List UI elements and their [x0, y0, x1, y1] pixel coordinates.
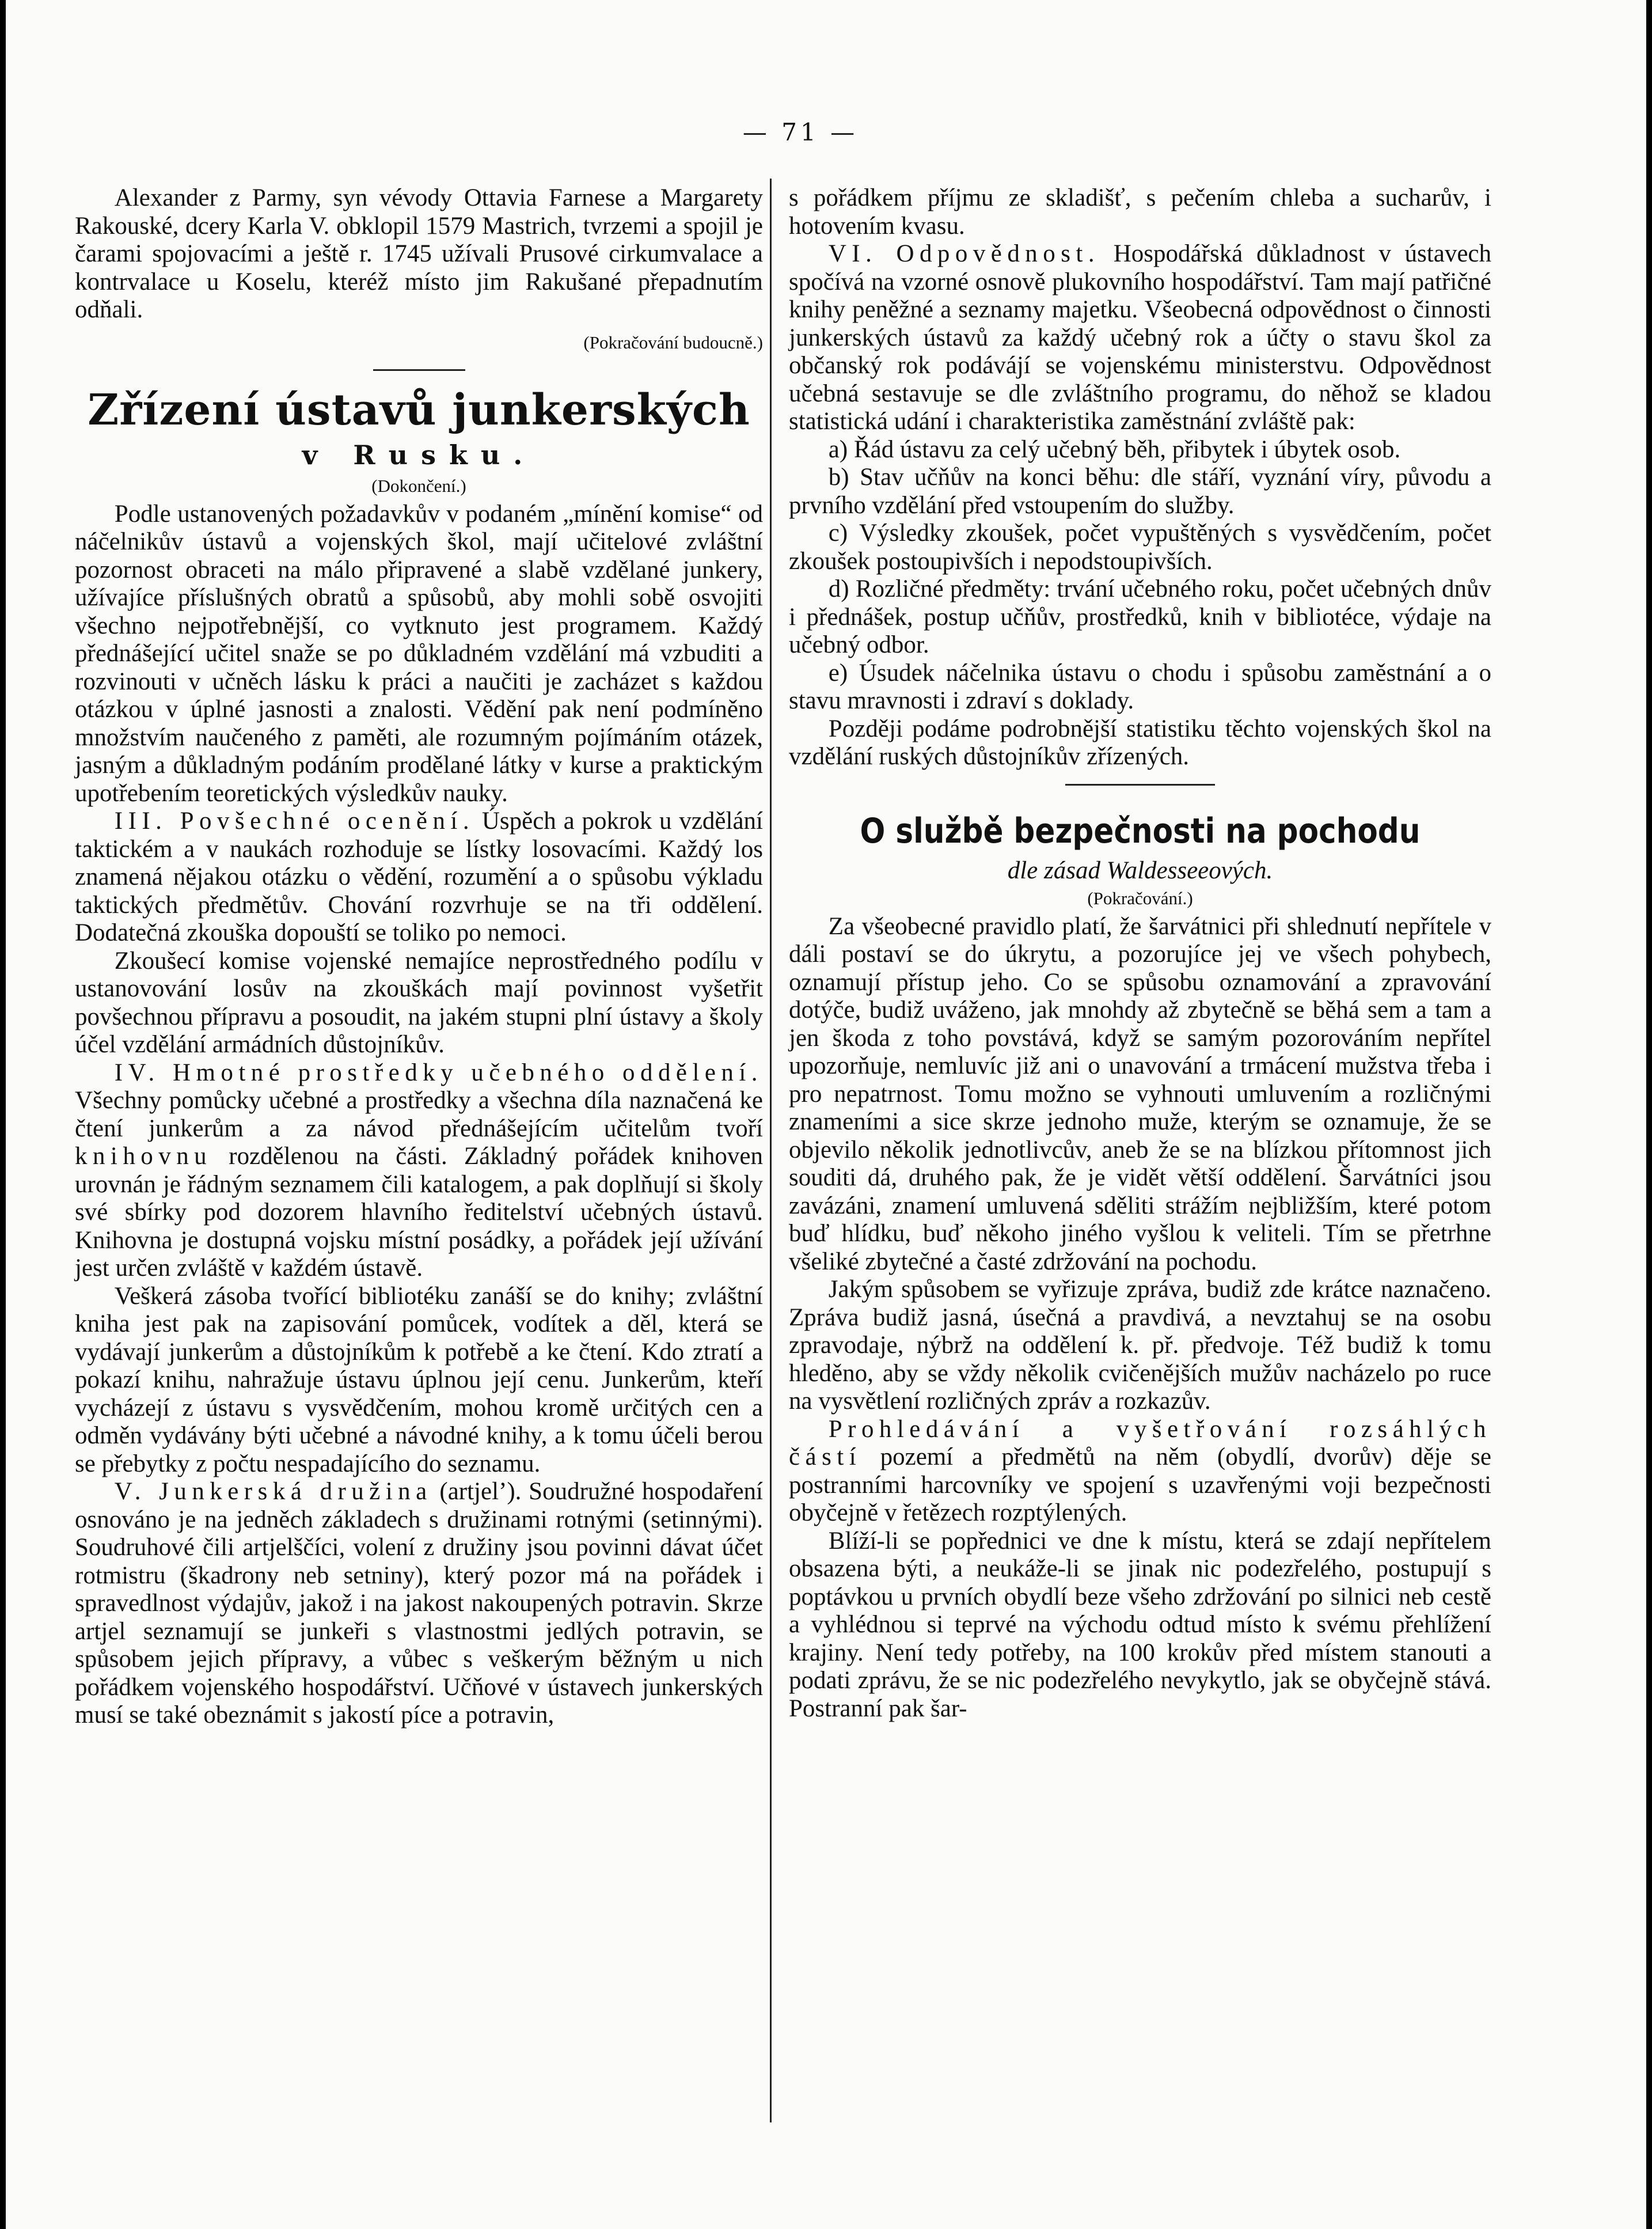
article-subtitle: v Rusku.	[302, 439, 536, 471]
article-note: (Pokračování.)	[1087, 888, 1193, 908]
paragraph: Veškerá zásoba tvořící bibliotéku zanáší se do knihy; zvláštní kniha jest pak na zapisování pomůcek, vodítek a děl, která se vydávají junkerům a důstojníkům k potřebě a ke čtení. Kdo ztratí a pokazí knihu, nahražuje ústavu úplnou její cenu. Junkerům, kteří vycházejí z ústavu s vysvědčením, mohou kromě určitých cen a odměn vydávány býti učebné a návodné knihy, a k tomu účeli berou se přebytky z počtu nespadajícího do seznamu.	[75, 1282, 763, 1477]
section-rule	[373, 369, 465, 371]
paragraph-text: (artjel’). Soudružné hospodaření osnováno je na jedněch základech s družinami rotnými (setinnými). Soudruhové čili artjelščíci, volení z družiny jsou povinni dávat účet rotmistru (škadrony neb setniny), který pozor má na pořádek i spravedlnost výdajův, jakož i na jakost nakoupených potravin. Skrze artjel seznamují se junkeři s vlastnostmi jedlých potravin, se spůsobem jejich přípravy, a vůbec s veškerým běžným u nich pořádkem vojenského hospodářství. Učňové v ústavech junkerských musí se také obeznámit s jakostí píce a potravin,	[75, 1478, 763, 1728]
article-subtitle: dle zásad Waldesseeových.	[1007, 856, 1273, 884]
list-item: b) Stav učňův na konci běhu: dle stáří, vyznání víry, původu a prvního vzdělání před vstoupením do služby.	[789, 464, 1491, 519]
paragraph-section-6	[789, 240, 1491, 436]
paragraph: s pořádkem příjmu ze skladišť, s pečením chleba a sucharův, i hotovením kvasu.	[789, 184, 1491, 240]
section-heading: V. Junkerská družina	[114, 1478, 432, 1505]
article-note: (Dokončení.)	[371, 476, 466, 496]
section-heading: VI. Odpovědnost.	[828, 240, 1100, 267]
left-column	[75, 184, 763, 1730]
list-item: d) Rozličné předměty: trvání učebného roku, počet učebných dnův i přednášek, postup učňův, prostředků, knih v bibliotéce, výdaje na učebný odbor.	[789, 575, 1491, 658]
column-divider	[770, 179, 772, 2122]
list-item: e) Úsudek náčelnika ústavu o chodu i spůsobu zaměstnání a o stavu mravnosti i zdraví s doklady.	[789, 659, 1491, 714]
page-number: — 71 —	[742, 118, 859, 146]
section-heading: IV. Hmotné prostředky učebného oddělení.	[114, 1059, 763, 1086]
paragraph-section-4	[75, 1059, 763, 1283]
paragraph-section-5	[75, 1478, 763, 1730]
paragraph-section-3	[75, 808, 763, 947]
list-item: c) Výsledky zkoušek, počet vypuštěných s vysvědčením, počet zkoušek postoupivších i nepodstoupivších.	[789, 520, 1491, 575]
paragraph-text: Všechny pomůcky učebné a prostředky a všechna díla naznačená ke čtení junkerům a za návod přednášejícím učitelům tvoří	[75, 1087, 763, 1142]
paragraph: Jakým spůsobem se vyřizuje zpráva, budiž zde krátce naznačeno. Zpráva budiž jasná, úsečná a pravdivá, a nevztahuj se na osobu zpravodaje, nýbrž na oddělení k. př. předvoje. Též budiž k tomu hleděno, aby se vždy několik cvičenějších mužův nacházelo po ruce na vysvětlení rozličných zpráv a rozkazův.	[789, 1276, 1491, 1415]
paragraph-text: Hospodářská důkladnost v ústavech spočívá na vzorné osnově plukovního hospodářství. Tam mají patřičné knihy peněžné a seznamy majetku. Všeobecná odpovědnost o činnosti junkerských ústavů za každý učebný rok a účty o stavu škol za občanský rok podávájí se vojenskému ministerstvu. Odpovědnost učebná sestavuje se dle zvláštního programu, do něhož se kladou statistická udání i charakteristika zaměstnání zvláště pak:	[789, 240, 1491, 435]
article-title: Zřízení ústavů junkerských	[88, 385, 750, 435]
paragraph: Podle ustanovených požadavkův v podaném „mínění komise“ od náčelnikův ústavů a vojenských škol, mají učitelové zvláštní pozornost obraceti na málo připravené a slabě vzdělané junkery, užívajíce příslušných obratů a spůsobů, aby mohli sobě osvojiti všechno nejpotřebnější, co vytknuto jest programem. Každý přednášející učitel snaže se po důkladném vzdělání má vzbuditi a rozvinouti v učněch lásku k práci a naučiti je zacházet s každou otázkou v úplné jasnosti a znalosti. Vědění pak není podmíněno množstvím naučeného z paměti, ale rozumným pojímáním otázek, jasným a důkladným podáním prodělané látky v kurse a praktickým upotřebením teoretických výsledkův nauky.	[75, 500, 763, 807]
section-heading: III. Povšechné ocenění.	[114, 808, 475, 835]
paragraph-text: Úspěch a pokrok u vzdělání taktickém a v naukách rozhoduje se lístky losovacími. Každý los znamená nějakou otázku o vědění, rozumění a o spůsobu výkladu taktických předmětův. Chování rozvrhuje se na tři oddělení. Dodatečná zkouška dopouští se toliko po nemoci.	[75, 808, 764, 946]
paragraph: Zkoušecí komise vojenské nemajíce neprostředného podílu v ustanovování losův na zkouškách mají povinnost vyšetřit povšechnou přípravu a posoudit, na jakém stupni plní ústavy a školy účel vzdělání armádních důstojníkův.	[75, 947, 763, 1058]
paragraph-text: pozemí a předmětů na něm (obydlí, dvorův) děje se postranními harcovníky ve spojení s uzavřenými voji bezpečnosti obyčejně v řetězech rozptýlených.	[789, 1443, 1491, 1526]
paragraph: Alexander z Parmy, syn vévody Ottavia Farnese a Margarety Rakouské, dcery Karla V. obklopil 1579 Mastrich, tvrzemi a spojil je čarami spojovacími a ještě r. 1745 užívali Prusové cirkumvalace a kontrvalace u Koselu, kteréž místo jim Rakušané přepadnutím odňali.	[75, 184, 763, 323]
continuation-note: (Pokračování budoucně.)	[583, 332, 763, 352]
emphasis: knihovnu	[75, 1143, 212, 1170]
right-column	[789, 184, 1491, 1723]
paragraph: Blíží-li se popřednici ve dne k místu, která se zdají nepřítelem obsazena býti, a neukáže-li se jinak nic podezřelého, postupují s poptávkou u prvních obydlí beze všeho zdržování po silnici neb cestě a vyhlédnou si teprvé na východu odtud místo k svému přehlížení krajiny. Není tedy potřeby, na 100 krokův před místem stanouti a podati zprávu, že se nic podezřelého nevykytlo, jak se obyčejně stává. Postranní pak šar-	[789, 1527, 1491, 1722]
paragraph-section	[789, 1416, 1491, 1527]
paragraph: Za všeobecné pravidlo platí, že šarvátnici při shlednutí nepřítele v dáli postaví se do úkrytu, a pozorujíce jej ve všech pohybech, oznamují přístup jeho. Co se spůsobu oznamování a zpravování dotýče, budiž uváženo, jak mnohdy až zbytečně se běhá sem a tam a jen škoda z toho povstává, když se samým pozorováním nepřítel upozorňuje, nemluvíc již ani o unavování a trmácení mužstva třeba i pro nepatrnost. Tomu možno se vyhnouti umluvením a rozličnými znameními a sice skrze jednoho muže, kterým se oznamuje, že se objevilo několik jednotlivcův, aneb že se na blízkou přítomnost jich souditi dá, druhého pak, že je vidět větší oddělení. Šarvátníci jsou zavázáni, znamení umluvená sděliti strážím nejbližším, které potom buď hlídku, buď někoho jiného vyšlou k veliteli. Tím se přetrhne všeliké zbytečné a časté zdržování na pochodu.	[789, 912, 1491, 1275]
paragraph-text: rozdělenou na části. Základný pořádek knihoven urovnán je řádným seznamem čili katalogem, a pak doplňují si školy své sbírky pod dozorem hlavního ředitelství učebných ústavů. Knihovna je dostupná vojsku místní posádky, a pořádek její užívání jest určen zvláště v každém ústavě.	[75, 1143, 764, 1282]
section-heading: Prohledávání a vyšetřování rozsáhlých částí	[789, 1415, 1491, 1470]
section-rule	[1065, 784, 1215, 786]
article-title: O službě bezpečnosti na pochodu	[860, 810, 1421, 851]
paragraph: Později podáme podrobnější statistiku těchto vojenských škol na vzdělání ruských důstojníkův zřízených.	[789, 715, 1491, 770]
list-item: a) Řád ústavu za celý učebný běh, přibytek i úbytek osob.	[828, 435, 1401, 463]
